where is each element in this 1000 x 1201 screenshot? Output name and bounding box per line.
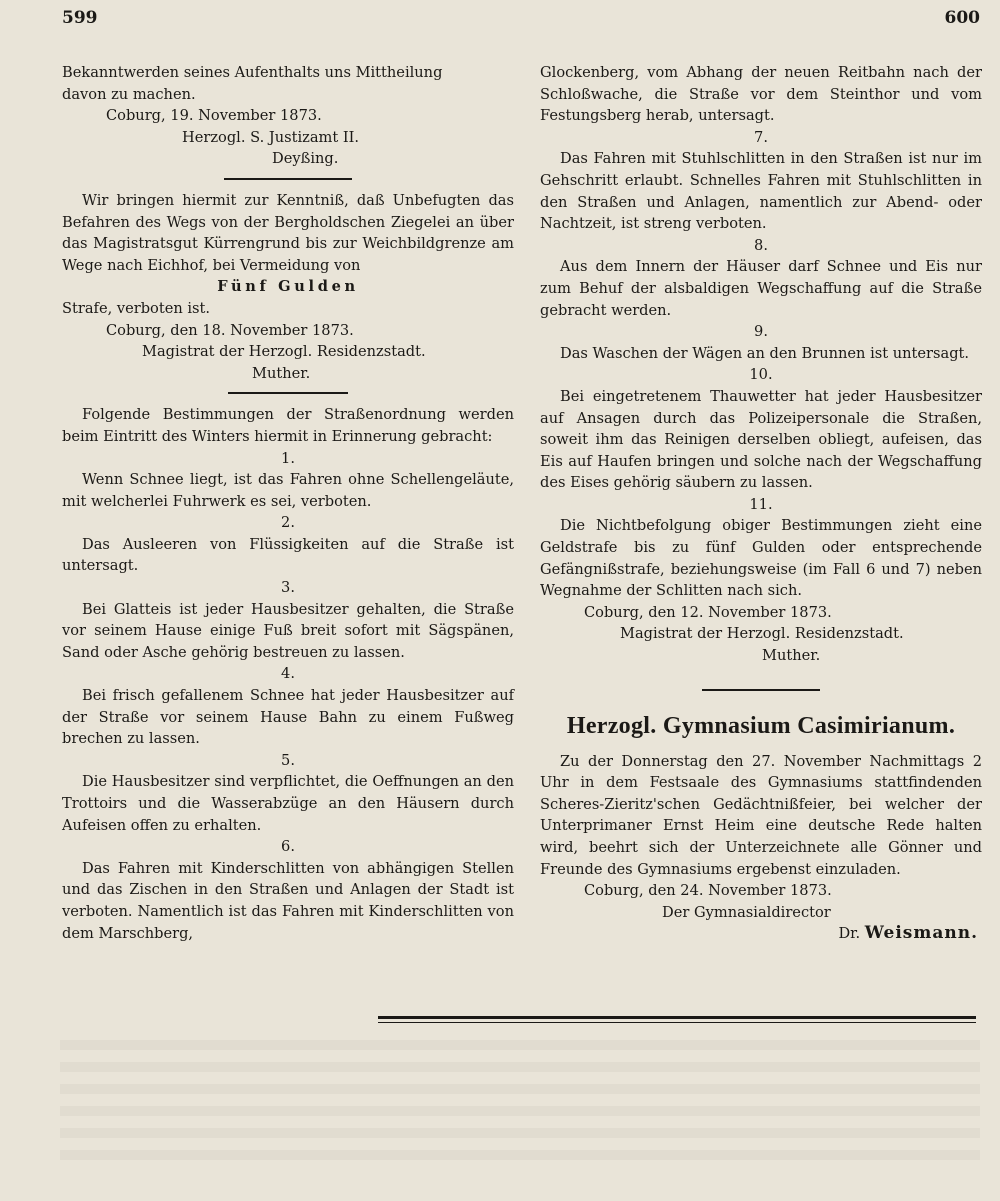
signature-line: [540, 923, 982, 945]
item-number: 3.: [281, 579, 295, 597]
item-text: Die Nichtbefolgung obiger Bestimmungen zieht eine Geldstrafe bis zu fünf Gulden oder entsprechende Gefängnißstrafe, beziehungsweise (im Fall 6 und 7) neben Wegnahme der Schlitten nach sich.: [540, 517, 982, 600]
signature: Muther.: [762, 647, 821, 665]
item-text: Bei Glatteis ist jeder Hausbesitzer gehalten, die Straße vor seinem Hause einige Fuß breit sofort mit Sägspänen, Sand oder Asche gehörig bestreuen zu lassen.: [62, 600, 514, 661]
item-number: 8.: [754, 236, 768, 254]
continuation-text: Glockenberg, vom Abhang der neuen Reitbahn nach der Schloßwache, die Straße vor dem Steinthor und vom Festungsberg herab, untersagt.: [540, 64, 982, 125]
place-date: Coburg, den 18. November 1873.: [106, 321, 354, 339]
fine-amount: Fünf Gulden: [217, 278, 359, 296]
item-text: Die Hausbesitzer sind verpflichtet, die Oeffnungen an den Trottoirs und die Wasserabzüge an den Häusern durch Aufeisen offen zu erhalten.: [62, 773, 514, 834]
notice-street-regulations: [62, 404, 514, 944]
notice-body-end: Strafe, verboten ist.: [62, 299, 211, 317]
item-number: 7.: [754, 128, 768, 146]
place-date: Coburg, den 24. November 1873.: [584, 882, 832, 900]
notice-justizamt: [62, 62, 514, 170]
separator-rule: [224, 178, 352, 180]
signature: Muther.: [252, 364, 311, 382]
closing-rule: [378, 1016, 976, 1019]
item-number: 4.: [281, 665, 295, 683]
place-date: Coburg, den 12. November 1873.: [584, 603, 832, 621]
issuing-office: Herzogl. S. Justizamt II.: [182, 128, 360, 146]
item-number: 1.: [281, 449, 295, 467]
gymnasium-announcement: [540, 711, 982, 945]
item-text: Wenn Schnee liegt, ist das Fahren ohne Schellengeläute, mit welcherlei Fuhrwerk es sei, verboten.: [62, 471, 514, 510]
issuing-office: Magistrat der Herzogl. Residenzstadt.: [620, 625, 904, 643]
item-number: 10.: [749, 366, 773, 384]
item-text: Aus dem Innern der Häuser darf Schnee und Eis nur zum Behuf der alsbaldigen Wegschaffung auf die Straße gebracht werden.: [540, 258, 982, 319]
right-column: [540, 62, 982, 945]
item-text: Das Ausleeren von Flüssigkeiten auf die Straße ist untersagt.: [62, 535, 514, 575]
separator-rule: [228, 392, 348, 394]
announcement-heading: Herzogl. Gymnasium Casimirianum.: [566, 712, 956, 739]
item-number: 6.: [281, 838, 295, 856]
separator-rule: [702, 689, 820, 691]
notice-line: davon zu machen.: [62, 85, 196, 103]
signature-title: Dr.: [838, 925, 861, 943]
page-number-left: 599: [62, 8, 98, 28]
bleed-through-texture: [60, 1040, 980, 1160]
item-number: 2.: [281, 514, 295, 532]
issuing-office: Der Gymnasialdirector: [662, 903, 831, 921]
notice-line: Bekanntwerden seines Aufenthalts uns Mittheilung: [62, 64, 443, 81]
regulations-intro: Folgende Bestimmungen der Straßenordnung werden beim Eintritt des Winters hiermit in Erinnerung gebracht:: [62, 406, 514, 445]
closing-rule-thin: [378, 1022, 976, 1023]
page-number-right: 600: [944, 8, 980, 28]
item-text: Bei frisch gefallenem Schnee hat jeder Hausbesitzer auf der Straße vor seinem Hause Bahn zu einem Fußweg brechen zu lassen.: [62, 687, 514, 748]
notice-body: Wir bringen hiermit zur Kenntniß, daß Unbefugten das Befahren des Wegs von der Bergholdschen Ziegelei an über das Magistratsgut Kürrengrund bis zur Weichbildgrenze am Wege nach Eichhof, bei Vermeidung von: [62, 191, 514, 274]
left-column: [62, 62, 514, 944]
notice-magistrat-road: [62, 190, 514, 384]
item-number: 11.: [749, 495, 773, 513]
item-text: Das Fahren mit Kinderschlitten von abhängigen Stellen und das Zischen in den Straßen und Anlagen der Stadt ist verboten. Namentlich ist das Fahren mit Kinderschlitten von dem Marschberg,: [62, 859, 514, 942]
issuing-office: Magistrat der Herzogl. Residenzstadt.: [142, 343, 426, 361]
item-text: Das Waschen der Wägen an den Brunnen ist untersagt.: [560, 344, 970, 362]
item-number: 5.: [281, 751, 295, 769]
item-text: Das Fahren mit Stuhlschlitten in den Straßen ist nur im Gehschritt erlaubt. Schnelles Fahren mit Stuhlschlitten in den Straßen und Anlagen, namentlich zur Abend- oder Nachtzeit, ist streng verboten.: [540, 150, 982, 233]
announcement-body: Zu der Donnerstag den 27. November Nachmittags 2 Uhr in dem Festsaale des Gymnasiums stattfindenden Scheres-Zieritz'schen Gedächtnißfeier, bei welcher der Unterprimaner Ernst Heim eine deutsche Rede halten wird, beehrt sich der Unterzeichnete alle Gönner und Freunde des Gymnasiums ergebenst einzuladen.: [540, 752, 982, 878]
signature: Deyßing.: [272, 150, 339, 168]
item-text: Bei eingetretenem Thauwetter hat jeder Hausbesitzer auf Ansagen durch das Polizeipersonale die Straßen, soweit ihm das Reinigen derselben obliegt, aufeisen, das Eis auf Haufen bringen und solche nach der Wegschaffung des Eises gehörig säubern zu lassen.: [540, 387, 982, 492]
place-date: Coburg, 19. November 1873.: [106, 107, 322, 125]
item-number: 9.: [754, 323, 768, 341]
signature: Weismann.: [864, 923, 978, 944]
